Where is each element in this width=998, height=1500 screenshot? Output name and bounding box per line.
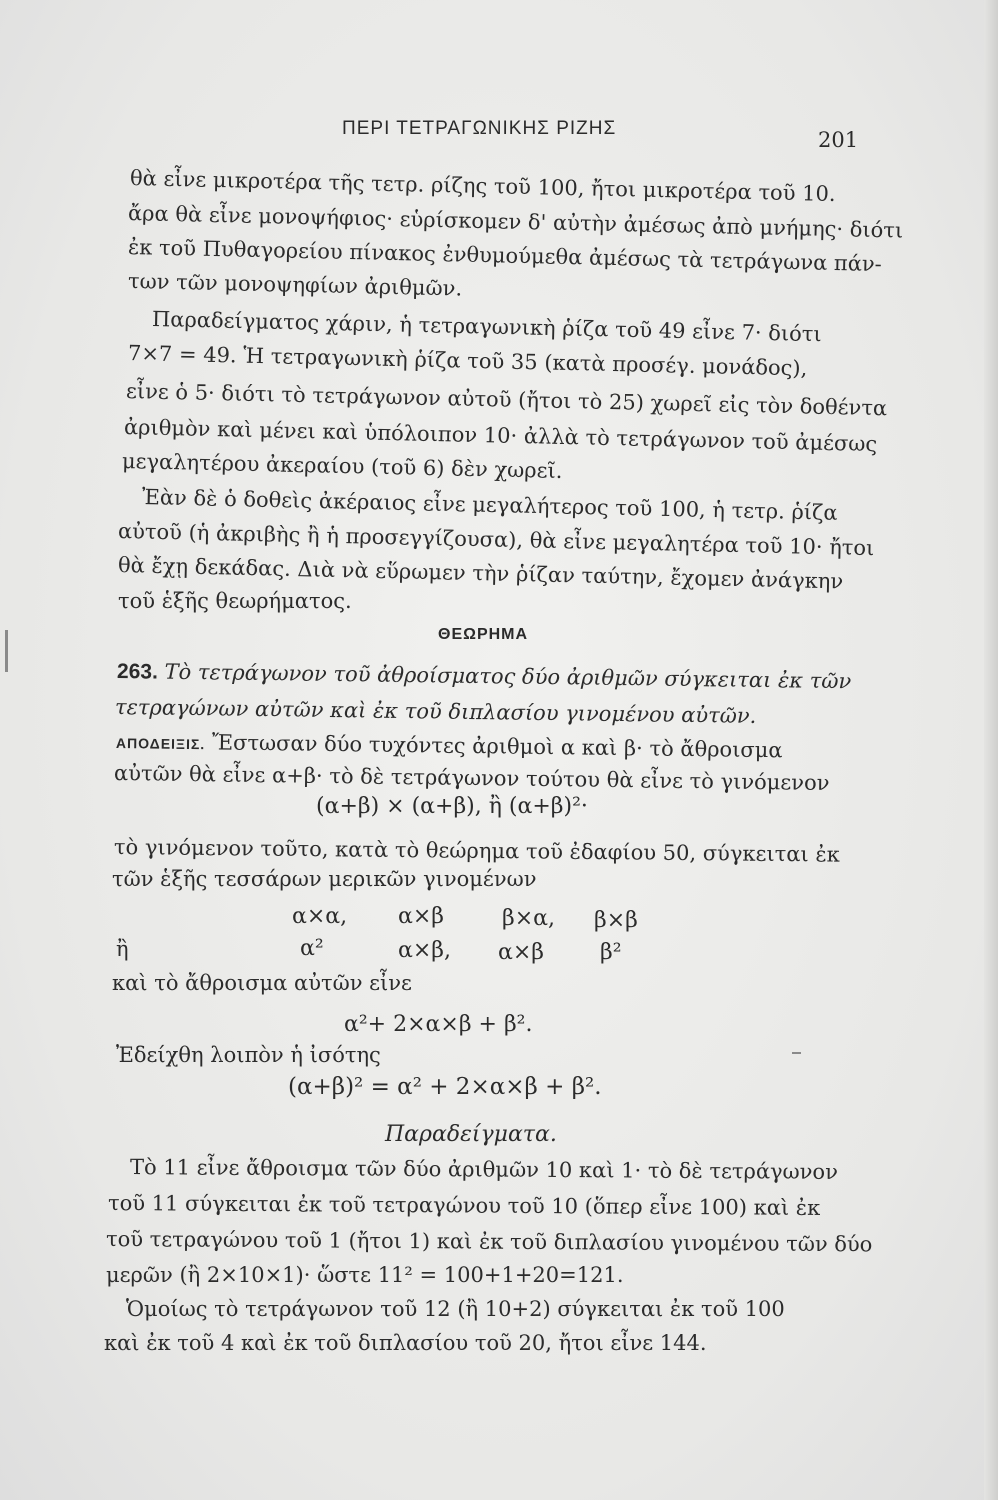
proof-label: ΑΠΟΔΕΙΞΙΣ.	[115, 735, 206, 753]
proof-text: αὐτῶν θὰ εἶνε α+β· τὸ δὲ τετράγωνον τούτου θὰ εἶνε τὸ γινόμενον	[113, 761, 830, 795]
product-term: α²	[300, 936, 324, 961]
text-line: 7×7 = 49. Ἡ τετραγωνικὴ ῥίζα τοῦ 35 (κατὰ προσέγ. μονάδος),	[127, 341, 808, 381]
proof-text: τῶν ἑξῆς τεσσάρων μερικῶν γινομένων	[112, 867, 537, 891]
theorem-heading: ΘΕΩΡΗΜΑ	[438, 626, 529, 643]
text-line: Ὁμοίως τὸ τετράγωνον τοῦ 12 (ἢ 10+2) σύγκειται ἐκ τοῦ 100	[126, 1297, 785, 1321]
formula: α²+ 2×α×β + β².	[344, 1012, 533, 1037]
text-line: τοῦ τετραγώνου τοῦ 1 (ἤτοι 1) καὶ ἐκ τοῦ διπλασίου γινομένου τῶν δύο	[105, 1227, 873, 1257]
theorem-text: τετραγώνων αὐτῶν καὶ ἐκ τοῦ διπλασίου γινομένου αὐτῶν.	[114, 695, 757, 728]
running-header: ΠΕΡΙ ΤΕΤΡΑΓΩΝΙΚΗΣ ΡΙΖΗΣ	[342, 118, 617, 139]
margin-mark	[5, 630, 8, 672]
text-line: ἄρα θὰ εἶνε μονοψήφιος· εὑρίσκομεν δ' αὐτὴν ἀμέσως ἀπὸ μνήμης· διότι	[127, 201, 904, 243]
proof-text: καὶ τὸ ἄθροισμα αὐτῶν εἶνε	[112, 971, 412, 995]
theorem-statement	[117, 658, 852, 695]
product-term: β²	[600, 940, 622, 965]
product-term: α×β	[398, 904, 445, 929]
text-line: θὰ ἔχῃ δεκάδας. Διὰ νὰ εὕρωμεν τὴν ῥίζαν ταύτην, ἔχομεν ἀνάγκην	[117, 553, 844, 594]
text-line: μεγαλητέρου ἀκεραίου (τοῦ 6) δὲν χωρεῖ.	[121, 449, 563, 483]
text-line: τοῦ 11 σύγκειται ἐκ τοῦ τετραγώνου τοῦ 10 (ὅπερ εἶνε 100) καὶ ἐκ	[107, 1191, 821, 1220]
proof-line	[116, 728, 783, 765]
or-label: ἢ	[116, 937, 129, 961]
text-line: Τὸ 11 εἶνε ἄθροισμα τῶν δύο ἀριθμῶν 10 καὶ 1· τὸ δὲ τετράγωνον	[129, 1155, 838, 1184]
text-line: θὰ εἶνε μικροτέρα τῆς τετρ. ρίζης τοῦ 100, ἤτοι μικροτέρα τοῦ 10.	[129, 166, 836, 207]
text-line: ἐκ τοῦ Πυθαγορείου πίνακος ἐνθυμούμεθα ἀμέσως τὰ τετράγωνα πάν-	[127, 235, 883, 277]
product-term: β×α,	[502, 906, 556, 931]
examples-heading: Παραδείγματα.	[385, 1122, 557, 1147]
formula: (α+β) × (α+β), ἢ (α+β)²·	[316, 794, 588, 819]
product-term: α×β	[498, 940, 545, 965]
text-line: των τῶν μονοψηφίων ἀριθμῶν.	[127, 269, 463, 301]
formula: (α+β)² = α² + 2×α×β + β².	[288, 1074, 602, 1100]
text-line: αὐτοῦ (ἡ ἀκριβὴς ἢ ἡ προσεγγίζουσα), θὰ εἶνε μεγαλητέρα τοῦ 10· ἤτοι	[117, 519, 875, 561]
product-term: α×α,	[292, 904, 348, 929]
page-number: 201	[818, 128, 859, 152]
product-term: α×β,	[398, 938, 452, 963]
text-line: Ἐὰν δὲ ὁ δοθεὶς ἀκέραιος εἶνε μεγαλήτερος τοῦ 100, ἡ τετρ. ῥίζα	[141, 485, 838, 525]
theorem-number: 263.	[116, 660, 159, 684]
text-line: καὶ ἐκ τοῦ 4 καὶ ἐκ τοῦ διπλασίου τοῦ 20, ἤτοι εἶνε 144.	[104, 1331, 707, 1355]
product-term: β×β	[594, 908, 638, 933]
proof-text: Ἐδείχθη λοιπὸν ἡ ἰσότης	[116, 1043, 381, 1067]
text-line: εἶνε ὁ 5· διότι τὸ τετράγωνον αὐτοῦ (ἤτοι τὸ 25) χωρεῖ εἰς τὸν δοθέντα	[125, 379, 888, 421]
text-line: Παραδείγματος χάριν, ἡ τετραγωνικὴ ῥίζα τοῦ 49 εἶνε 7· διότι	[151, 307, 822, 347]
proof-text: Ἔστωσαν δύο τυχόντες ἀριθμοὶ α καὶ β· τὸ ἄθροισμα	[211, 730, 783, 763]
text-line: ἀριθμὸν καὶ μένει καὶ ὑπόλοιπον 10· ἀλλὰ τὸ τετράγωνον τοῦ ἀμέσως	[123, 415, 878, 457]
page-edge	[984, 0, 998, 1500]
margin-mark	[792, 1052, 801, 1054]
text-line: μερῶν (ἢ 2×10×1)· ὥστε 11² = 100+1+20=121.	[106, 1263, 624, 1287]
proof-text: τὸ γινόμενον τοῦτο, κατὰ τὸ θεώρημα τοῦ ἐδαφίου 50, σύγκειται ἐκ	[113, 835, 840, 867]
text-line: τοῦ ἑξῆς θεωρήματος.	[118, 589, 352, 613]
theorem-text: Τὸ τετράγωνον τοῦ ἀθροίσματος δύο ἀριθμῶν σύγκειται ἐκ τῶν	[164, 659, 852, 694]
